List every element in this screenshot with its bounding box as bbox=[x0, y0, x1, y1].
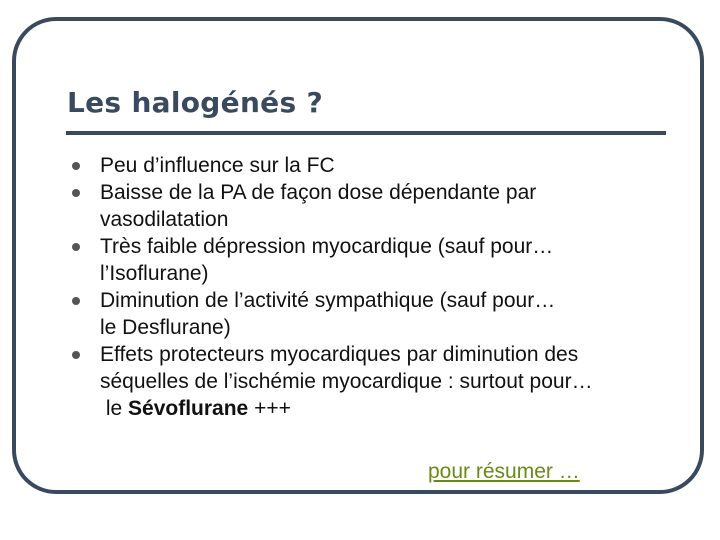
bullet-emphasis: Sévoflurane bbox=[128, 397, 249, 420]
bullet-text: le Desflurane) bbox=[100, 316, 231, 339]
bullet-item bbox=[66, 152, 686, 179]
bullet-text-last-line bbox=[100, 395, 686, 422]
bullet-text: Baisse de la PA de façon dose dépendante par bbox=[100, 181, 537, 204]
bullet-item bbox=[66, 179, 686, 233]
bullet-dot-icon bbox=[72, 189, 80, 197]
bullet-text: vasodilatation bbox=[100, 208, 229, 231]
bullet-item bbox=[66, 233, 686, 287]
bullet-text-suffix: +++ bbox=[248, 397, 291, 420]
bullet-text: Effets protecteurs myocardiques par diminution des bbox=[100, 343, 579, 366]
bullet-list bbox=[66, 152, 686, 422]
bullet-text: Très faible dépression myocardique (sauf pour… bbox=[100, 235, 554, 258]
bullet-text: l’Isoflurane) bbox=[100, 262, 209, 285]
bullet-text: séquelles de l’ischémie myocardique : surtout pour… bbox=[100, 370, 593, 393]
slide-title: Les halogénés ? bbox=[67, 86, 324, 119]
bullet-item bbox=[66, 287, 686, 341]
bullet-text: Peu d’influence sur la FC bbox=[100, 154, 335, 177]
bullet-text: Diminution de l’activité sympathique (sauf pour… bbox=[100, 289, 556, 312]
bullet-text-prefix: le bbox=[100, 397, 129, 420]
bullet-dot-icon bbox=[72, 162, 80, 170]
summary-link[interactable]: pour résumer … bbox=[428, 460, 580, 483]
bullet-dot-icon bbox=[72, 297, 80, 305]
bullet-dot-icon bbox=[72, 243, 80, 251]
bullet-item bbox=[66, 341, 686, 422]
bullet-dot-icon bbox=[72, 351, 80, 359]
title-underline bbox=[66, 131, 666, 135]
